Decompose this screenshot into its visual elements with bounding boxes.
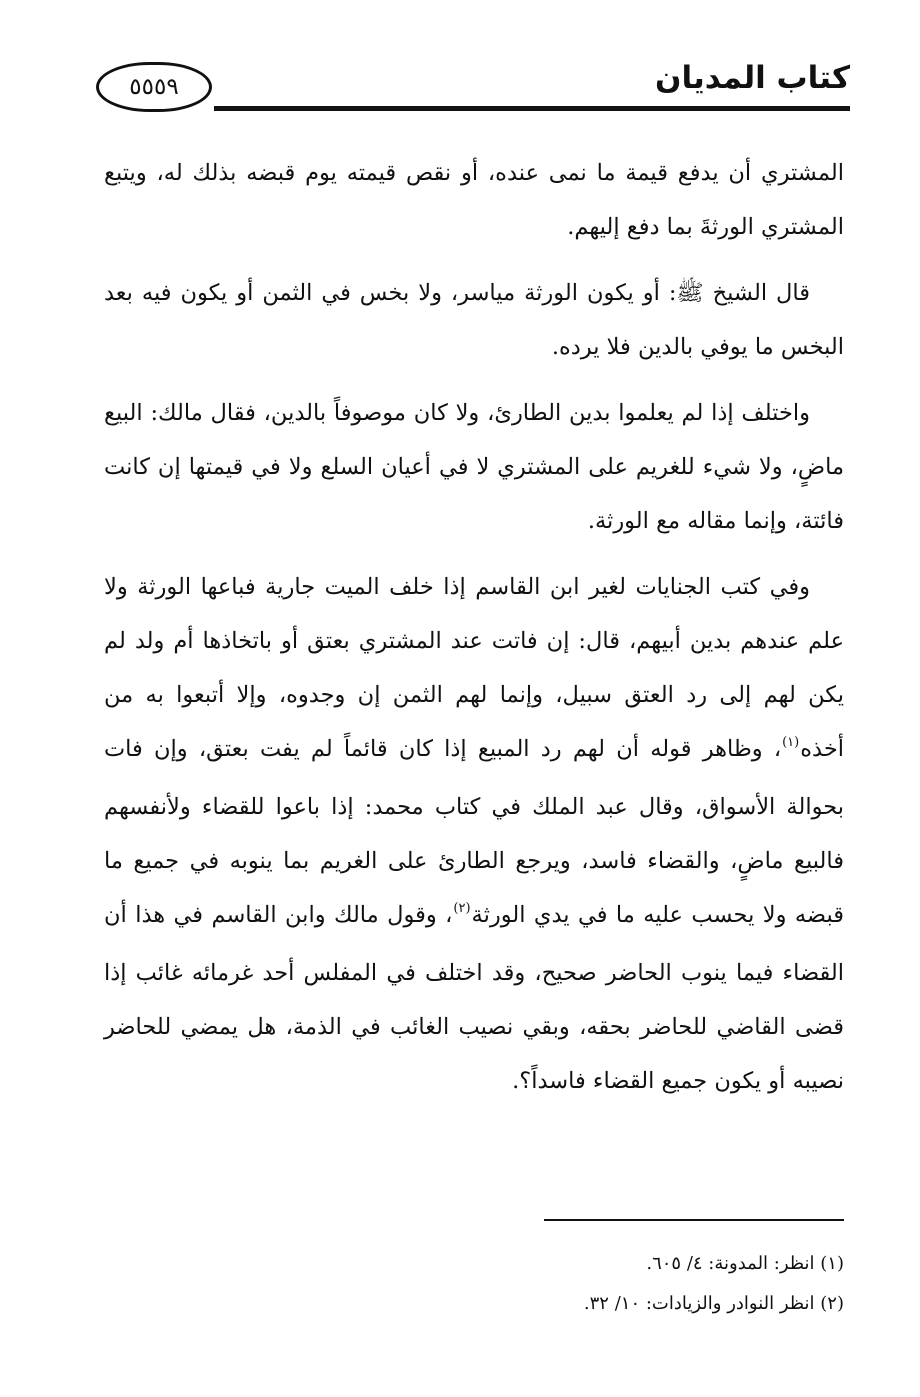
paragraph-text: ، وظاهر قوله أن لهم رد المبيع إذا كان قائماً لم يفت بعتق، وإن فات بحوالة الأسواق، وقال عبد الملك في كتاب محمد: إذا باعوا للقضاء ولأنفسهم فالبيع ماضٍ، والقضاء فاسد، ويرجع الطارئ على الغريم بما ينوبه في جميع ما قبضه ولا يحسب عليه ما في يدي الورثة xyxy=(104,736,844,928)
page-number: ٥٥٥٩ xyxy=(96,62,212,112)
paragraph xyxy=(104,560,844,1108)
main-text xyxy=(104,146,844,1120)
footnote-separator xyxy=(544,1219,844,1221)
paragraph: واختلف إذا لم يعلموا بدين الطارئ، ولا كان موصوفاً بالدين، فقال مالك: البيع ماضٍ، ولا شيء للغريم على المشتري لا في أعيان السلع ولا في قيمتها إن كانت فائتة، وإنما مقاله مع الورثة. xyxy=(104,400,844,534)
footnote-reference[interactable]: (٢) xyxy=(453,901,471,916)
page-header xyxy=(96,56,850,120)
footnote-reference[interactable]: (١) xyxy=(782,735,800,750)
paragraph: المشتري أن يدفع قيمة ما نمى عنده، أو نقص قيمته يوم قبضه بذلك له، ويتبع المشتري الورثةَ بما دفع إليهم. xyxy=(104,160,844,240)
footnote: (١) انظر: المدونة: ٤/ ٦٠٥. xyxy=(646,1253,844,1274)
header-rule xyxy=(214,106,850,111)
footnote: (٢) انظر النوادر والزيادات: ١٠/ ٣٢. xyxy=(583,1293,844,1314)
footnotes xyxy=(324,1244,844,1324)
paragraph: قال الشيخ ﷺ: أو يكون الورثة مياسر، ولا بخس في الثمن أو يكون فيه بعد البخس ما يوفي بالدين فلا يرده. xyxy=(104,280,844,360)
paragraph-text: ، وقول مالك وابن القاسم في هذا أن القضاء فيما ينوب الحاضر صحيح، وقد اختلف في المفلس أحد غرمائه غائب إذا قضى القاضي للحاضر بحقه، وبقي نصيب الغائب في الذمة، هل يمضي للحاضر نصيبه أو يكون جميع القضاء فاسداً؟. xyxy=(104,902,844,1094)
paragraph-text: وفي كتب الجنايات لغير ابن القاسم إذا خلف الميت جارية فباعها الورثة ولا علم عندهم بدين أبيهم، قال: إن فاتت عند المشتري بعتق أو باتخاذها أم ولد لم يكن لهم إلى رد العتق سبيل، وإنما لهم الثمن إن وجدوه، وإلا أتبعوا به من أخذه xyxy=(104,574,844,762)
book-title: كتاب المديان xyxy=(655,60,850,96)
